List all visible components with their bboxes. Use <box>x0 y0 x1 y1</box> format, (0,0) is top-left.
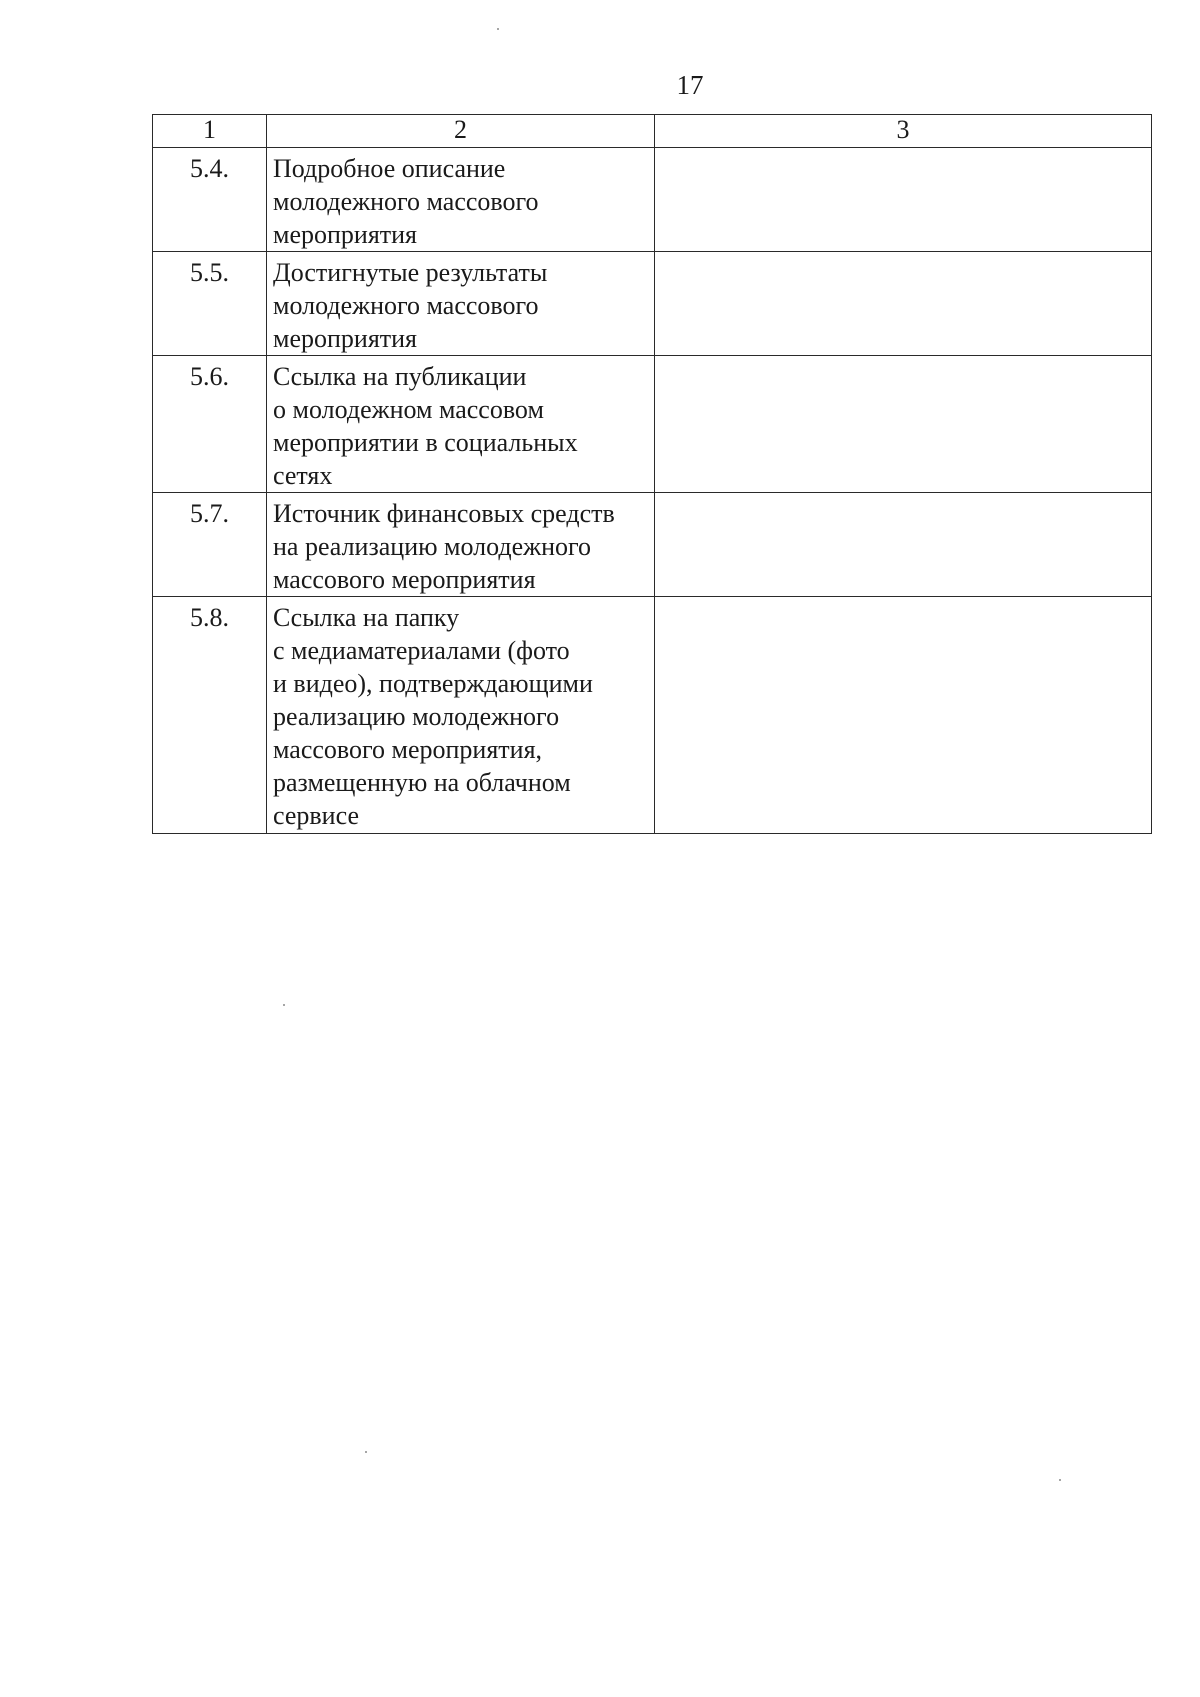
row-number: 5.6. <box>153 356 267 493</box>
column-header-1: 1 <box>153 115 267 148</box>
table-row <box>153 597 1152 834</box>
description-line: реализацию молодежного <box>273 702 560 731</box>
description-line: сетях <box>273 461 333 490</box>
row-number: 5.8. <box>153 597 267 834</box>
description-line: Ссылка на публикации <box>273 362 527 391</box>
table-row <box>153 493 1152 597</box>
description-line: мероприятии в социальных <box>273 428 578 457</box>
row-description <box>267 148 655 252</box>
row-description <box>267 356 655 493</box>
description-line: и видео), подтверждающими <box>273 669 593 698</box>
scan-speck <box>1059 1479 1061 1481</box>
column-header-3: 3 <box>655 115 1152 148</box>
description-line: молодежного массового <box>273 291 539 320</box>
description-line: Достигнутые результаты <box>273 258 548 287</box>
scan-speck <box>283 1004 285 1006</box>
row-value-cell <box>655 148 1152 252</box>
description-line: массового мероприятия <box>273 565 536 594</box>
column-header-2: 2 <box>267 115 655 148</box>
form-table <box>152 114 1152 834</box>
description-line: Источник финансовых средств <box>273 499 615 528</box>
description-line: Подробное описание <box>273 154 506 183</box>
description-line: массового мероприятия, <box>273 735 543 764</box>
row-value-cell <box>655 356 1152 493</box>
description-line: мероприятия <box>273 220 418 249</box>
scan-speck <box>365 1451 367 1453</box>
scan-speck <box>497 28 499 30</box>
table-row <box>153 252 1152 356</box>
table-row <box>153 148 1152 252</box>
table-header-row <box>153 115 1152 148</box>
row-number: 5.7. <box>153 493 267 597</box>
row-description <box>267 493 655 597</box>
description-line: на реализацию молодежного <box>273 532 592 561</box>
description-line: мероприятия <box>273 324 418 353</box>
row-number: 5.4. <box>153 148 267 252</box>
description-line: молодежного массового <box>273 187 539 216</box>
page-number: 17 <box>676 70 704 100</box>
row-value-cell <box>655 252 1152 356</box>
description-line: размещенную на облачном <box>273 768 571 797</box>
description-line: о молодежном массовом <box>273 395 544 424</box>
row-description <box>267 597 655 834</box>
row-number: 5.5. <box>153 252 267 356</box>
row-value-cell <box>655 597 1152 834</box>
table-row <box>153 356 1152 493</box>
row-value-cell <box>655 493 1152 597</box>
description-line: с медиаматериалами (фото <box>273 636 570 665</box>
description-line: сервисе <box>273 801 359 830</box>
row-description <box>267 252 655 356</box>
description-line: Ссылка на папку <box>273 603 460 632</box>
